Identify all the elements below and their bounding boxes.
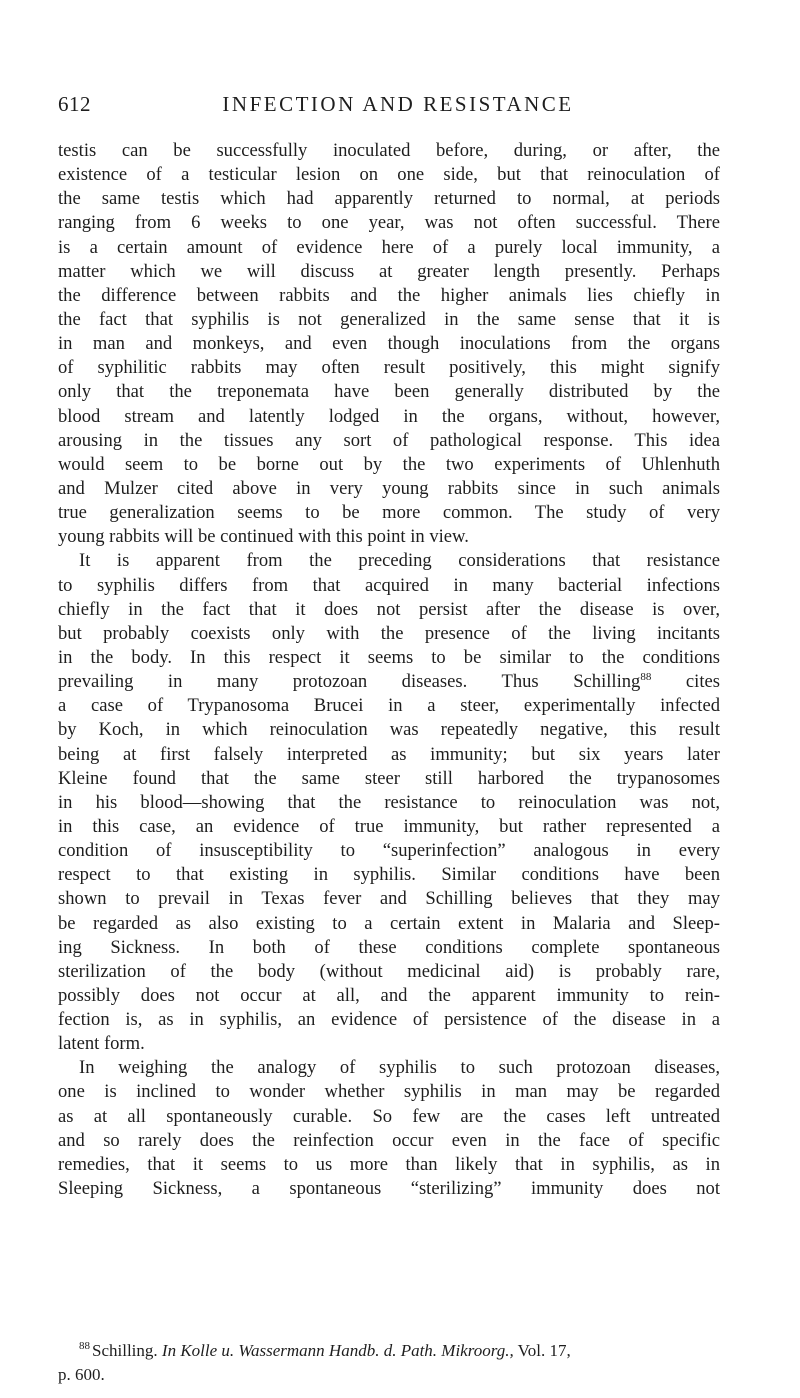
text-line: but probably coexists only with the presence of the living incitants xyxy=(58,622,720,644)
footnote-pages: p. 600. xyxy=(58,1365,105,1384)
paragraph-first-line: In weighing the analogy of syphilis to such protozoan diseases, xyxy=(79,1057,720,1079)
text-line: is a certain amount of evidence here of a purely local immunity, a xyxy=(58,236,720,258)
text-line-with-footnote-ref xyxy=(58,670,720,694)
paragraph-last-line: latent form. xyxy=(58,1033,145,1055)
text-line: be regarded as also existing to a certain extent in Malaria and Sleep- xyxy=(58,912,720,934)
text-line: Sleeping Sickness, a spontaneous “sterilizing” immunity does not xyxy=(58,1178,720,1200)
text-line: one is inclined to wonder whether syphilis in man may be regarded xyxy=(58,1081,720,1103)
text-line: of syphilitic rabbits may often result positively, this might signify xyxy=(58,357,720,379)
text-line: chiefly in the fact that it does not persist after the disease is over, xyxy=(58,598,720,620)
footnote-volume: Vol. 17, xyxy=(517,1341,571,1360)
text-segment: prevailing in many protozoan diseases. Thus Schilling xyxy=(58,671,641,693)
text-line: and so rarely does the reinfection occur even in the face of specific xyxy=(58,1129,720,1151)
footnote-line xyxy=(58,1339,720,1363)
text-line: existence of a testicular lesion on one side, but that reinoculation of xyxy=(58,164,720,186)
text-line: in man and monkeys, and even though inoculations from the organs xyxy=(58,333,720,355)
text-line: the difference between rabbits and the higher animals lies chiefly in xyxy=(58,284,720,306)
text-segment: cites xyxy=(651,671,720,693)
footnote-citation: In Kolle u. Wassermann Handb. d. Path. Mikroorg., xyxy=(161,1341,514,1360)
text-line: ing Sickness. In both of these conditions complete spontaneous xyxy=(58,936,720,958)
text-line: in this case, an evidence of true immunity, but rather represented a xyxy=(58,815,720,837)
footnote-reference[interactable]: 88 xyxy=(640,671,652,684)
text-line: the same testis which had apparently returned to normal, at periods xyxy=(58,188,720,210)
text-line: Kleine found that the same steer still harbored the trypanosomes xyxy=(58,767,720,789)
paragraph-last-line: young rabbits will be continued with this point in view. xyxy=(58,526,469,548)
page-number: 612 xyxy=(58,92,91,116)
text-line: sterilization of the body (without medicinal aid) is probably rare, xyxy=(58,960,720,982)
text-line: fection is, as in syphilis, an evidence of persistence of the disease in a xyxy=(58,1009,720,1031)
text-line: in the body. In this respect it seems to be similar to the conditions xyxy=(58,646,720,668)
text-line: condition of insusceptibility to “superinfection” analogous in every xyxy=(58,840,720,862)
text-line: as at all spontaneously curable. So few are the cases left untreated xyxy=(58,1105,720,1127)
footnote-line xyxy=(58,1363,720,1387)
text-line: testis can be successfully inoculated before, during, or after, the xyxy=(58,140,720,161)
text-line: ranging from 6 weeks to one year, was not often successful. There xyxy=(58,212,720,234)
running-head: INFECTION AND RESISTANCE xyxy=(222,92,574,116)
footnote-marker: 88 xyxy=(79,1340,90,1352)
text-line: in his blood—showing that the resistance to reinoculation was not, xyxy=(58,791,720,813)
text-line: matter which we will discuss at greater length presently. Perhaps xyxy=(58,260,720,282)
footnote-author: Schilling. xyxy=(92,1341,158,1360)
text-line: respect to that existing in syphilis. Similar conditions have been xyxy=(58,864,720,886)
text-line: a case of Trypanosoma Brucei in a steer, experimentally infected xyxy=(58,695,720,717)
body-text xyxy=(58,139,720,1201)
text-line: to syphilis differs from that acquired in many bacterial infections xyxy=(58,574,720,596)
text-line: possibly does not occur at all, and the apparent immunity to rein- xyxy=(58,984,720,1006)
text-line: by Koch, in which reinoculation was repeatedly negative, this result xyxy=(58,719,720,741)
footnote-section xyxy=(58,1339,720,1387)
text-line: would seem to be borne out by the two experiments of Uhlenhuth xyxy=(58,453,720,475)
text-line: being at first falsely interpreted as immunity; but six years later xyxy=(58,743,720,765)
text-line: blood stream and latently lodged in the organs, without, however, xyxy=(58,405,720,427)
text-line: the fact that syphilis is not generalized in the same sense that it is xyxy=(58,308,720,330)
page-header xyxy=(58,92,718,122)
paragraph-first-line: It is apparent from the preceding considerations that resistance xyxy=(79,550,720,572)
text-line: and Mulzer cited above in very young rabbits since in such animals xyxy=(58,477,720,499)
text-line: true generalization seems to be more common. The study of very xyxy=(58,502,720,524)
text-line: remedies, that it seems to us more than likely that in syphilis, as in xyxy=(58,1153,720,1175)
text-line: only that the treponemata have been generally distributed by the xyxy=(58,381,720,403)
text-line: shown to prevail in Texas fever and Schilling believes that they may xyxy=(58,888,720,910)
text-line: arousing in the tissues any sort of pathological response. This idea xyxy=(58,429,720,451)
